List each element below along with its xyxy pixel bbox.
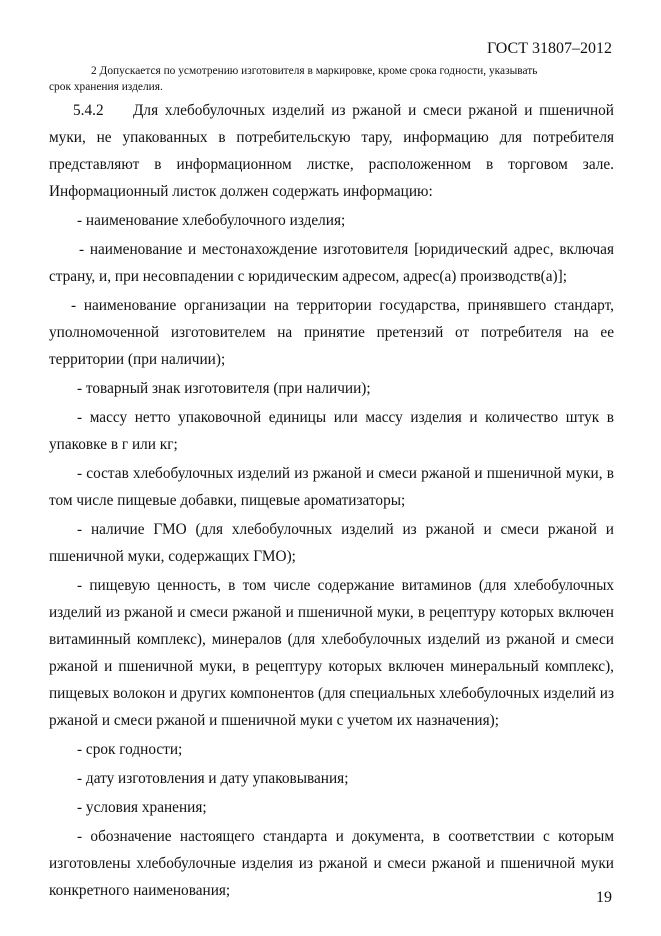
document-body xyxy=(49,97,614,904)
list-item: - наименование и местонахождение изготовителя [юридический адрес, включая страну, и, при несовпадении с юридическим адресом, адрес(а) производств(а)]; xyxy=(49,241,614,285)
list-item: - наименование хлебобулочного изделия; xyxy=(77,212,346,229)
section-paragraph xyxy=(49,97,614,205)
document-code: ГОСТ 31807–2012 xyxy=(486,40,612,57)
list-item: - срок годности; xyxy=(77,741,183,758)
footnote xyxy=(49,63,614,95)
list-item: - пищевую ценность, в том числе содержание витаминов (для хлебобулочных изделий из ржаной и смеси ржаной и пшеничной муки, в рецептуру которых включен витаминный комплекс), минералов (для хлебобулочных изделий из ржаной и смеси ржаной и пшеничной муки, в рецептуру которых включен минеральный комплекс), пищевых волокон и других компонентов (для специальных хлебобулочных изделий из ржаной и смеси ржаной и пшеничной муки с учетом их назначения); xyxy=(49,577,614,729)
list-item: - дату изготовления и дату упаковывания; xyxy=(77,770,349,787)
list-item: - обозначение настоящего стандарта и документа, в соответствии с которым изготовлены хлебобулочные изделия из ржаной и смеси ржаной и пшеничной муки конкретного наименования; xyxy=(49,828,614,899)
list-item: - массу нетто упаковочной единицы или массу изделия и количество штук в упаковке в г или кг; xyxy=(49,409,614,453)
list-item: - условия хранения; xyxy=(77,799,207,816)
section-number: 5.4.2 xyxy=(73,102,104,119)
list-item: - состав хлебобулочных изделий из ржаной и смеси ржаной и пшеничной муки, в том числе пищевые добавки, пищевые ароматизаторы; xyxy=(49,465,614,509)
footnote-line-1: 2 Допускается по усмотрению изготовителя в маркировке, кроме срока годности, указывать xyxy=(91,65,538,77)
section-intro: Для хлебобулочных изделий из ржаной и смеси ржаной и пшеничной муки, не упакованных в потребительскую тару, информацию для потребителя представляют в информационном листке, расположенном в торговом зале. Информационный листок должен содержать информацию: xyxy=(49,102,614,200)
list-item: - товарный знак изготовителя (при наличии); xyxy=(77,380,371,397)
footnote-line-2: срок хранения изделия. xyxy=(49,81,163,93)
list-item: - наличие ГМО (для хлебобулочных изделий из ржаной и смеси ржаной и пшеничной муки, содержащих ГМО); xyxy=(49,521,614,565)
page-number: 19 xyxy=(596,889,612,906)
list-item: - наименование организации на территории государства, принявшего стандарт, уполномоченной изготовителем на принятие претензий от потребителя на ее территории (при наличии); xyxy=(49,297,614,368)
